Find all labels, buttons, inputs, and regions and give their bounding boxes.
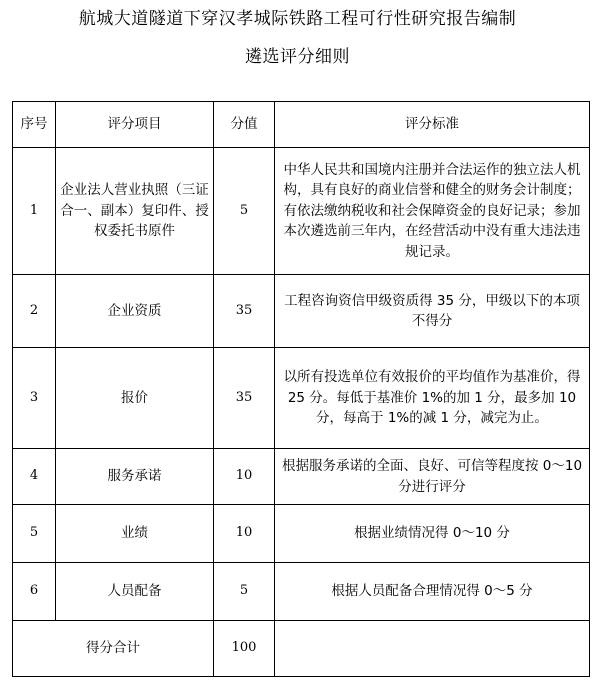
document-subtitle: 遴选评分细则 (245, 47, 350, 67)
row-score: 35 (214, 348, 275, 449)
row-no: 5 (13, 505, 56, 563)
row-score: 10 (214, 449, 275, 505)
row-item: 报价 (56, 348, 214, 449)
document-title: 航城大道隧道下穿汉孝城际铁路工程可行性研究报告编制 (78, 9, 517, 29)
row-standard: 根据服务承诺的全面、良好、可信等程度按 0～10 分进行评分 (275, 449, 590, 505)
table-row (13, 505, 590, 563)
table-row (13, 148, 590, 275)
row-score: 35 (214, 275, 275, 348)
row-standard: 根据业绩情况得 0～10 分 (275, 505, 590, 563)
total-row (13, 621, 590, 677)
table-row (13, 563, 590, 621)
row-standard: 工程咨询资信甲级资质得 35 分，甲级以下的本项不得分 (275, 275, 590, 348)
header-no: 序号 (13, 102, 56, 148)
row-standard: 以所有投选单位有效报价的平均值作为基准价，得 25 分。每低于基准价 1%的加 1 分，最多加 10 分，每高于 1%的减 1 分，减完为止。 (275, 348, 590, 449)
row-no: 2 (13, 275, 56, 348)
total-score: 100 (214, 621, 275, 677)
row-item: 人员配备 (56, 563, 214, 621)
row-item: 企业法人营业执照（三证合一、副本）复印件、授权委托书原件 (56, 148, 214, 275)
row-no: 4 (13, 449, 56, 505)
scoring-table (12, 101, 590, 677)
row-score: 5 (214, 563, 275, 621)
row-score: 5 (214, 148, 275, 275)
header-item: 评分项目 (56, 102, 214, 148)
total-standard (275, 621, 590, 677)
table-header-row (13, 102, 590, 148)
row-no: 3 (13, 348, 56, 449)
row-item: 业绩 (56, 505, 214, 563)
row-standard: 根据人员配备合理情况得 0～5 分 (275, 563, 590, 621)
row-item: 服务承诺 (56, 449, 214, 505)
row-standard: 中华人民共和国境内注册并合法运作的独立法人机构，具有良好的商业信誉和健全的财务会计制度；有依法缴纳税收和社会保障资金的良好记录；参加本次遴选前三年内，在经营活动中没有重大违法违规记录。 (275, 148, 590, 275)
row-no: 6 (13, 563, 56, 621)
table-row (13, 449, 590, 505)
table-row (13, 275, 590, 348)
row-no: 1 (13, 148, 56, 275)
total-label: 得分合计 (13, 621, 214, 677)
row-score: 10 (214, 505, 275, 563)
header-score: 分值 (214, 102, 275, 148)
header-standard: 评分标准 (275, 102, 590, 148)
row-item: 企业资质 (56, 275, 214, 348)
table-row (13, 348, 590, 449)
